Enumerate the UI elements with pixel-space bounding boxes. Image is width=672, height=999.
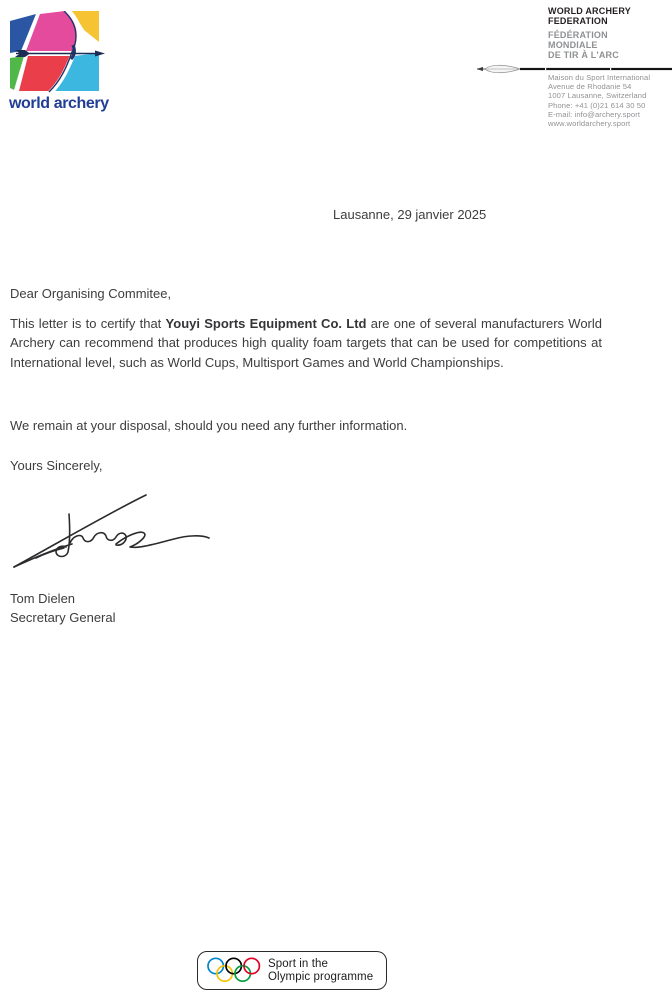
org-name-fr-line: MONDIALE <box>548 40 598 50</box>
world-archery-logo-icon <box>9 11 105 94</box>
org-name-fr-line: FÉDÉRATION <box>548 30 608 40</box>
salutation: Dear Organising Commitee, <box>10 286 172 301</box>
badge-line-2: Olympic programme <box>268 970 374 983</box>
signer-name: Tom Dielen <box>10 591 76 606</box>
olympic-programme-badge <box>197 951 387 990</box>
address-line: Phone: +41 (0)21 614 30 50 <box>548 100 646 110</box>
address-line: 1007 Lausanne, Switzerland <box>548 91 647 101</box>
paragraph-lead: This letter is to certify that <box>10 316 166 331</box>
company-name: Youyi Sports Equipment Co. Ltd <box>165 316 367 331</box>
address-line: Maison du Sport International <box>548 73 651 82</box>
badge-text <box>268 958 373 984</box>
valediction: Yours Sincerely, <box>10 458 103 473</box>
address-line: www.worldarchery.sport <box>548 119 631 129</box>
signer-title: Secretary General <box>10 610 116 625</box>
olympic-rings-icon <box>207 957 261 984</box>
org-name-fr-line: DE TIR À L'ARC <box>548 50 619 60</box>
closing-line: We remain at your disposal, should you need any further information. <box>10 418 408 433</box>
address-block <box>548 73 650 128</box>
dateline: Lausanne, 29 janvier 2025 <box>333 207 487 222</box>
badge-line-1: Sport in the <box>268 957 329 970</box>
paragraph-rest: are one of several manufacturers World Archery can recommend that produces high quality foam targets that can be used for competitions at International level, such as World Cups, Multisport Games and World Championships. <box>10 316 602 370</box>
address-line: Avenue de Rhodanie 54 <box>548 82 632 92</box>
body-paragraph <box>10 314 602 372</box>
address-line: E-mail: info@archery.sport <box>548 109 641 119</box>
world-archery-wordmark: world archery <box>9 95 109 112</box>
org-name-fr <box>548 30 619 60</box>
signature <box>6 486 216 574</box>
org-name-en <box>548 6 631 26</box>
org-name-en-line: FEDERATION <box>548 16 608 26</box>
org-name-en-line: WORLD ARCHERY <box>548 6 631 16</box>
